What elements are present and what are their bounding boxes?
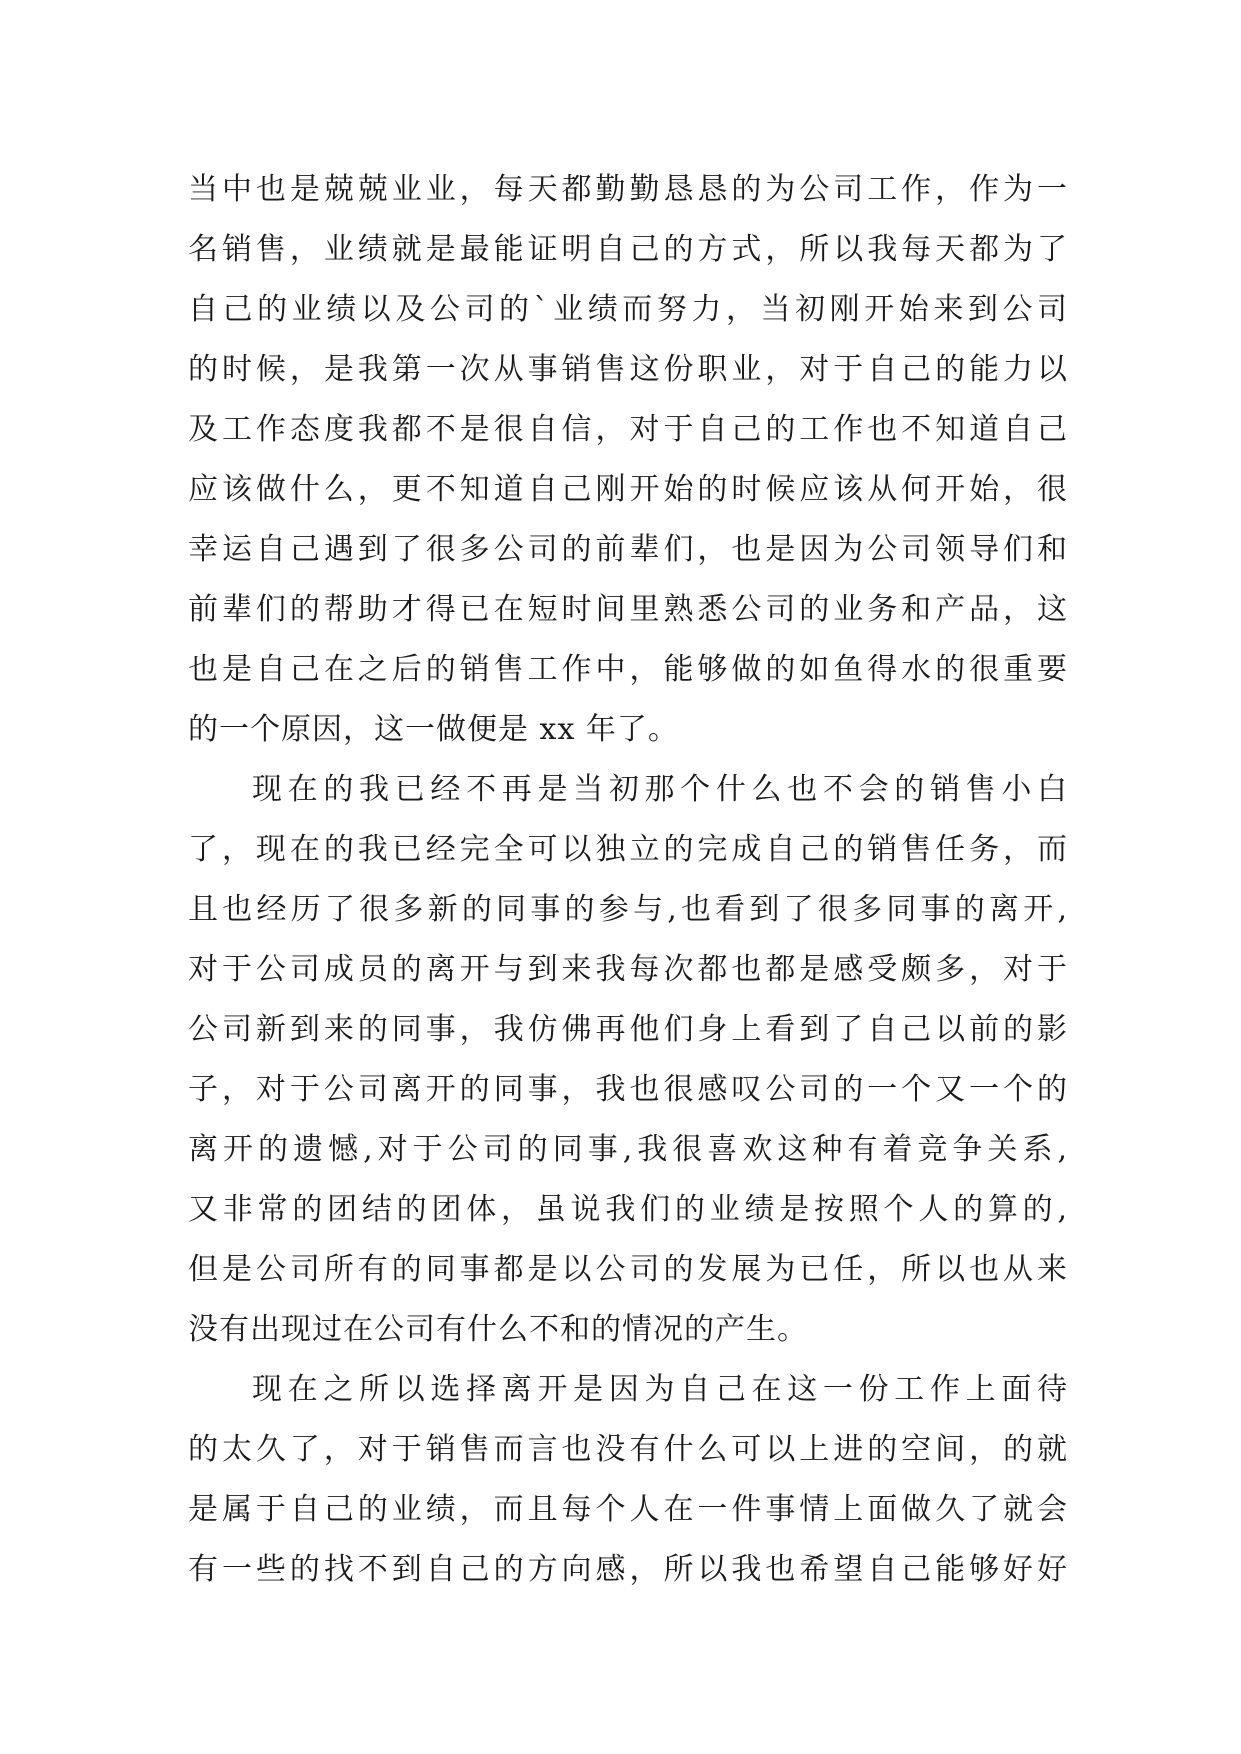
- text-line: 且也经历了很多新的同事的参与,也看到了很多同事的离开,: [188, 892, 1068, 927]
- text-line: 离开的遗憾,对于公司的同事,我很喜欢这种有着竞争关系,: [188, 1132, 1068, 1167]
- body-text: [188, 160, 1068, 1600]
- text-line: 自己的业绩以及公司的`业绩而努力，当初刚开始来到公司: [188, 292, 1068, 327]
- text-line: 但是公司所有的同事都是以公司的发展为已任，所以也从来: [188, 1252, 1068, 1287]
- text-line: 幸运自己遇到了很多公司的前辈们，也是因为公司领导们和: [188, 532, 1068, 567]
- text-line: 有一些的找不到自己的方向感，所以我也希望自己能够好好: [188, 1552, 1068, 1587]
- text-line: 的一个原因，这一做便是 xx 年了。: [188, 712, 679, 747]
- text-line: 的时候，是我第一次从事销售这份职业，对于自己的能力以: [188, 352, 1068, 387]
- text-line: 对于公司成员的离开与到来我每次都也都是感受颇多，对于: [188, 952, 1068, 987]
- text-line: 了，现在的我已经完全可以独立的完成自己的销售任务，而: [188, 832, 1068, 867]
- text-line: 及工作态度我都不是很自信，对于自己的工作也不知道自己: [188, 412, 1068, 447]
- text-line: 前辈们的帮助才得已在短时间里熟悉公司的业务和产品，这: [188, 592, 1068, 627]
- text-line: 的太久了，对于销售而言也没有什么可以上进的空间，的就: [188, 1432, 1068, 1467]
- text-line: 应该做什么，更不知道自己刚开始的时候应该从何开始，很: [188, 472, 1068, 507]
- paragraph-first-line: 现在之所以选择离开是因为自己在这一份工作上面待: [252, 1372, 1068, 1407]
- text-line: 名销售，业绩就是最能证明自己的方式，所以我每天都为了: [188, 232, 1068, 267]
- text-line: 是属于自己的业绩，而且每个人在一件事情上面做久了就会: [188, 1492, 1068, 1527]
- text-line: 又非常的团结的团体，虽说我们的业绩是按照个人的算的,: [188, 1192, 1068, 1227]
- paragraph-first-line: 现在的我已经不再是当初那个什么也不会的销售小白: [252, 772, 1068, 807]
- text-line: 子，对于公司离开的同事，我也很感叹公司的一个又一个的: [188, 1072, 1068, 1107]
- text-line: 当中也是兢兢业业，每天都勤勤恳恳的为公司工作，作为一: [188, 172, 1068, 207]
- text-line: 没有出现过在公司有什么不和的情况的产生。: [188, 1312, 808, 1347]
- text-line: 也是自己在之后的销售工作中，能够做的如鱼得水的很重要: [188, 652, 1068, 687]
- text-line: 公司新到来的同事，我仿佛再他们身上看到了自己以前的影: [188, 1012, 1068, 1047]
